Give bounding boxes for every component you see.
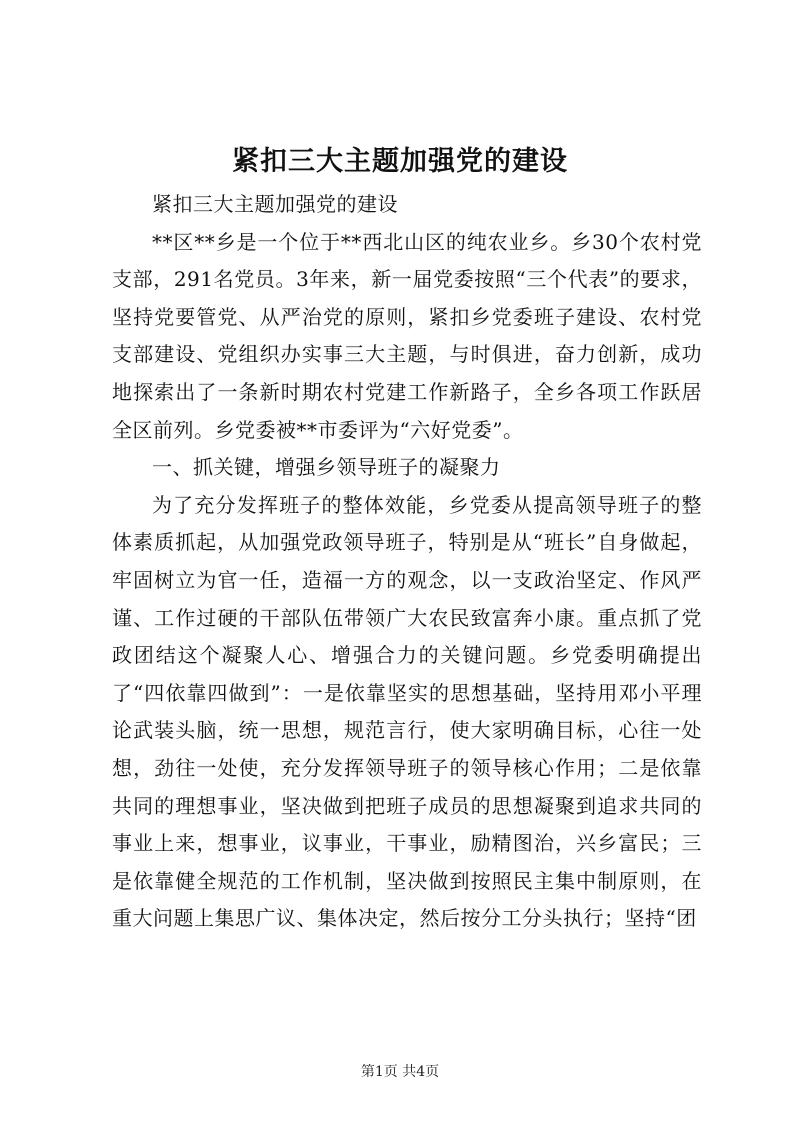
document-body (112, 186, 702, 938)
section-heading-1: 一、抓关键，增强乡领导班子的凝聚力 (152, 455, 501, 480)
paragraph-intro: **区**乡是一个位于**西北山区的纯农业乡。乡30个农村党支部，291名党员。3年来，新一届党委按照“三个代表”的要求，坚持党要管党、从严治党的原则，紧扣乡党委班子建设、农村党支部建设、党组织办实事三大主题，与时俱进，奋力创新，成功地探索出了一条新时期农村党建工作新路子，全乡各项工作跃居全区前列。乡党委被**市委评为“六好党委”。 (112, 229, 702, 442)
paragraph-section-1: 为了充分发挥班子的整体效能，乡党委从提高领导班子的整体素质抓起，从加强党政领导班子，特别是从“班长”自身做起，牢固树立为官一任，造福一方的观念，以一支政治坚定、作风严谨、工作过硬的干部队伍带领广大农民致富奔小康。重点抓了党政团结这个凝聚人心、增强合力的关键问题。乡党委明确提出了“四依靠四做到”：一是依靠坚实的思想基础，坚持用邓小平理论武装头脑，统一思想，规范言行，使大家明确目标，心往一处想，劲往一处使，充分发挥领导班子的领导核心作用；二是依靠共同的理想事业，坚决做到把班子成员的思想凝聚到追求共同的事业上来，想事业，议事业，干事业，励精图治，兴乡富民；三是依靠健全规范的工作机制，坚决做到按照民主集中制原则，在重大问题上集思广议、集体决定，然后按分工分头执行；坚持“团 (112, 492, 702, 931)
paragraph-subtitle: 紧扣三大主题加强党的建设 (152, 192, 398, 216)
page-footer (0, 1062, 800, 1082)
page-number-label: 第1页 共4页 (360, 1064, 440, 1080)
document-title: 紧扣三大主题加强党的建设 (232, 146, 568, 177)
